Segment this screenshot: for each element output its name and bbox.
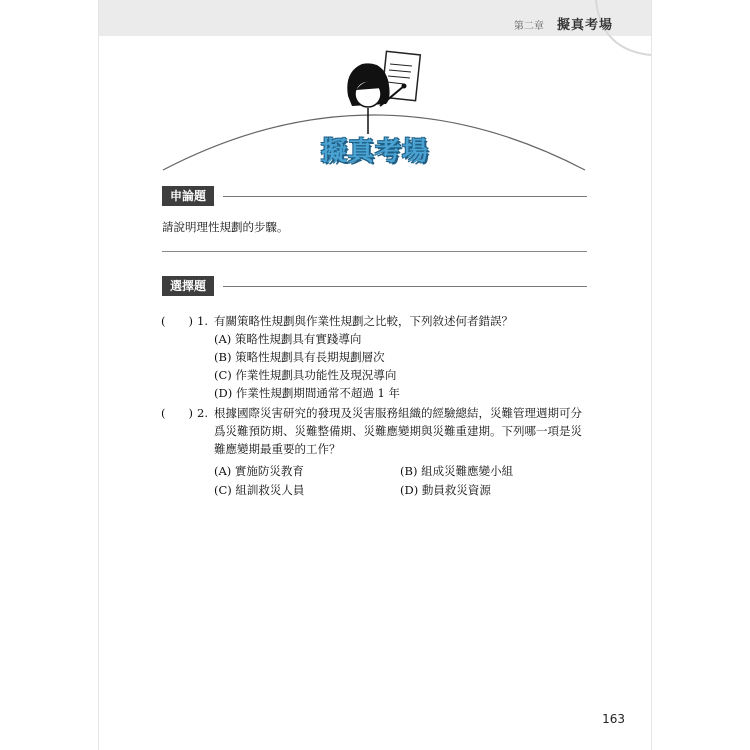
question-text-line: 根據國際災害研究的發現及災害服務組織的經驗總結，災難管理週期可分 xyxy=(214,406,582,420)
teacher-pointing-illustration xyxy=(342,50,422,136)
option-text: (C) 組訓救災人員 xyxy=(214,483,305,497)
question-text: 有關策略性規劃與作業性規劃之比較，下列敘述何者錯誤？ xyxy=(214,314,513,328)
option-text: (B) 組成災難應變小組 xyxy=(400,464,514,478)
option-text: (A) 實施防災教育 xyxy=(214,464,304,478)
answer-parentheses: ( ) xyxy=(161,314,193,328)
answer-line xyxy=(162,251,587,252)
question-text-line: 爲災難預防期、災難整備期、災難應變期與災難重建期。下列哪一項是災 xyxy=(214,424,582,438)
document-page xyxy=(98,0,652,750)
option-text: (B) 策略性規劃具有長期規劃層次 xyxy=(214,350,385,364)
essay-question: 請說明理性規劃的步驟。 xyxy=(162,220,289,234)
option-text: (D) 作業性規劃期間通常不超過 1 年 xyxy=(214,386,400,400)
choice-divider xyxy=(223,286,587,287)
question-text-line: 難應變期最重要的工作？ xyxy=(214,442,341,456)
essay-divider xyxy=(223,196,587,197)
option-text: (A) 策略性規劃具有實踐導向 xyxy=(214,332,362,346)
question-number: 1. xyxy=(197,314,208,328)
running-header xyxy=(514,14,613,33)
answer-parentheses: ( ) xyxy=(161,406,193,420)
choice-section-label: 選擇題 xyxy=(162,276,214,296)
chapter-title: 擬真考場 xyxy=(556,18,613,33)
question-number: 2. xyxy=(197,406,208,420)
section-title: 擬真考場 xyxy=(320,137,429,167)
chapter-label: 第二章 xyxy=(513,21,544,32)
option-text: (D) 動員救災資源 xyxy=(400,483,491,497)
essay-section-label: 申論題 xyxy=(162,186,214,206)
page-number: 163 xyxy=(602,712,625,726)
option-text: (C) 作業性規劃具功能性及現況導向 xyxy=(214,368,397,382)
